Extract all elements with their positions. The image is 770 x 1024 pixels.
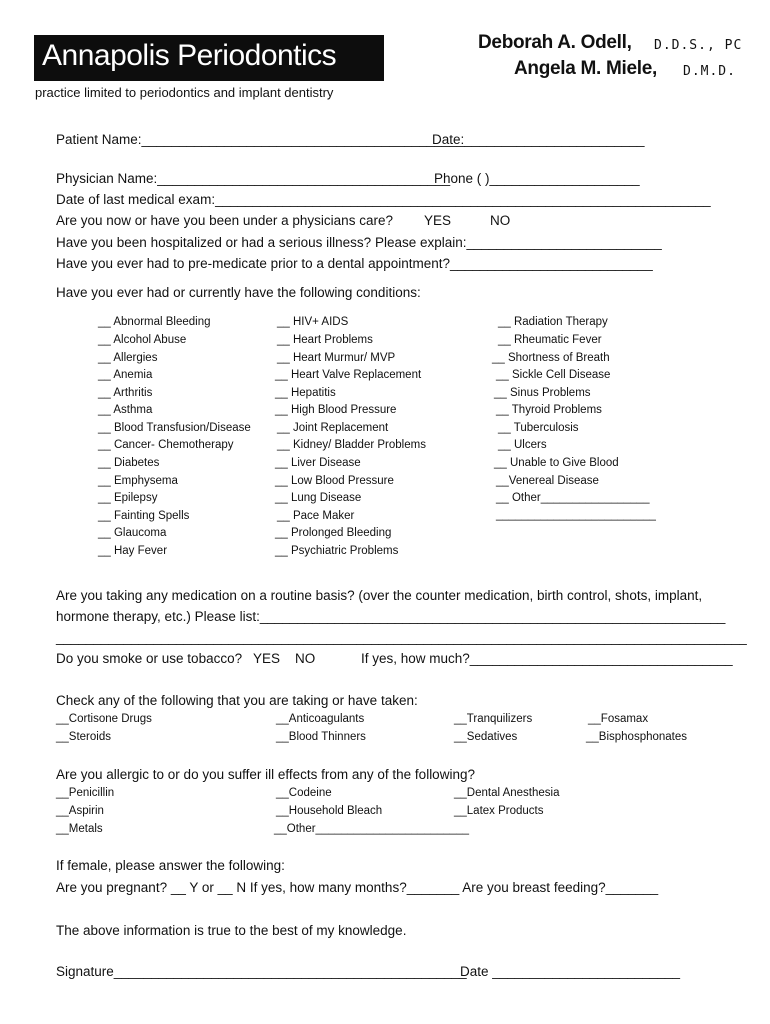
smoke-no[interactable]: NO xyxy=(295,651,316,666)
attestation-text: The above information is true to the best of my knowledge. xyxy=(56,923,407,938)
allergy-item[interactable]: __Dental Anesthesia xyxy=(454,787,560,799)
patient-name-field[interactable]: Patient Name:___________________________________________ xyxy=(56,132,465,147)
condition-item[interactable]: __ Thyroid Problems xyxy=(496,404,602,416)
condition-item[interactable]: __ Epilepsy xyxy=(98,492,158,504)
condition-item[interactable]: __ Liver Disease xyxy=(275,457,361,469)
condition-item[interactable]: __ Sickle Cell Disease xyxy=(496,369,611,381)
conditions-heading: Have you ever had or currently have the following conditions: xyxy=(56,285,421,300)
premedicate-field[interactable]: Have you ever had to pre-medicate prior to a dental appointment?___________________________ xyxy=(56,256,653,271)
medication-list-line[interactable]: ____________________________________________________________________________________________ xyxy=(56,630,747,645)
condition-item[interactable]: __ Anemia xyxy=(98,369,153,381)
condition-item[interactable]: __ Blood Transfusion/Disease xyxy=(98,422,251,434)
taking-item[interactable]: __Bisphosphonates xyxy=(586,731,688,743)
condition-item-other[interactable]: __ Other_________________ xyxy=(496,492,650,504)
allergy-item[interactable]: __Latex Products xyxy=(454,805,544,817)
taking-item[interactable]: __Cortisone Drugs xyxy=(56,713,152,725)
condition-item[interactable]: __ Allergies xyxy=(98,352,158,364)
condition-item[interactable]: __ Glaucoma xyxy=(98,527,167,539)
taking-item[interactable]: __Blood Thinners xyxy=(276,731,366,743)
medication-question: Are you taking any medication on a routine basis? (over the counter medication, birth control, shots, implant, xyxy=(56,588,703,603)
hospitalized-field[interactable]: Have you been hospitalized or had a serious illness? Please explain:__________________________ xyxy=(56,235,662,250)
doctor-1-name: Deborah A. Odell, xyxy=(478,32,632,53)
condition-item[interactable]: __ Psychiatric Problems xyxy=(275,545,399,557)
practice-tagline: practice limited to periodontics and implant dentistry xyxy=(35,85,334,100)
taking-item[interactable]: __Fosamax xyxy=(588,713,649,725)
physician-care-yes[interactable]: YES xyxy=(424,213,452,228)
allergy-item[interactable]: __Household Bleach xyxy=(276,805,383,817)
condition-item[interactable]: __ Cancer- Chemotherapy xyxy=(98,439,234,451)
allergy-item[interactable]: __Metals xyxy=(56,823,103,835)
condition-item[interactable]: __ Fainting Spells xyxy=(98,510,190,522)
condition-item[interactable]: __ Radiation Therapy xyxy=(498,316,608,328)
condition-item[interactable]: __ Lung Disease xyxy=(275,492,362,504)
medication-list-field[interactable]: hormone therapy, etc.) Please list:______________________________________________________________ xyxy=(56,609,726,624)
condition-item[interactable]: __ Asthma xyxy=(98,404,153,416)
taking-item[interactable]: __Tranquilizers xyxy=(454,713,533,725)
signature-field[interactable]: Signature_______________________________________________ xyxy=(56,964,467,979)
physician-care-question: Are you now or have you been under a physicians care? xyxy=(56,213,393,228)
doctor-2-name: Angela M. Miele, xyxy=(514,58,658,79)
condition-item[interactable]: __ Diabetes xyxy=(98,457,160,469)
condition-item-other-line[interactable]: _________________________ xyxy=(496,509,656,521)
practice-logo xyxy=(34,35,384,81)
allergies-heading: Are you allergic to or do you suffer ill effects from any of the following? xyxy=(56,767,475,782)
condition-item[interactable]: __ Heart Problems xyxy=(277,334,373,346)
physician-care-no[interactable]: NO xyxy=(490,213,511,228)
condition-item[interactable]: __ Ulcers xyxy=(498,439,547,451)
condition-item[interactable]: __ Arthritis xyxy=(98,387,153,399)
female-heading: If female, please answer the following: xyxy=(56,858,285,873)
condition-item[interactable]: __ Hay Fever xyxy=(98,545,168,557)
condition-item[interactable]: __Venereal Disease xyxy=(496,475,599,487)
taking-item[interactable]: __Anticoagulants xyxy=(276,713,365,725)
condition-item[interactable]: __ Rheumatic Fever xyxy=(498,334,602,346)
condition-item[interactable]: __ HIV+ AIDS xyxy=(277,316,349,328)
smoke-how-much-field[interactable]: If yes, how much?___________________________________ xyxy=(361,651,733,666)
pregnancy-field[interactable]: Are you pregnant? __ Y or __ N If yes, how many months?_______ Are you breast feeding?_______ xyxy=(56,880,659,895)
doctor-2-credential: D.M.D. xyxy=(683,64,736,79)
condition-item[interactable]: __ Heart Murmur/ MVP xyxy=(277,352,396,364)
condition-item[interactable]: __ Unable to Give Blood xyxy=(494,457,619,469)
condition-item[interactable]: __ Sinus Problems xyxy=(494,387,591,399)
last-exam-field[interactable]: Date of last medical exam:__________________________________________________________________ xyxy=(56,192,711,207)
taking-item[interactable]: __Steroids xyxy=(56,731,111,743)
smoke-yes[interactable]: YES xyxy=(253,651,281,666)
condition-item[interactable]: __ Shortness of Breath xyxy=(492,352,610,364)
allergy-item[interactable]: __Codeine xyxy=(276,787,332,799)
condition-item[interactable]: __ Tuberculosis xyxy=(498,422,579,434)
condition-item[interactable]: __ Kidney/ Bladder Problems xyxy=(277,439,426,451)
practice-name: Annapolis Periodontics xyxy=(42,39,337,72)
doctor-1-credential: D.D.S., PC xyxy=(654,38,743,53)
condition-item[interactable]: __ Hepatitis xyxy=(275,387,336,399)
smoke-question: Do you smoke or use tobacco? xyxy=(56,651,243,666)
condition-item[interactable]: __ High Blood Pressure xyxy=(275,404,397,416)
condition-item[interactable]: __ Alcohol Abuse xyxy=(98,334,187,346)
condition-item[interactable]: __ Joint Replacement xyxy=(277,422,389,434)
taking-heading: Check any of the following that you are taking or have taken: xyxy=(56,693,418,708)
signature-date-field[interactable]: Date _________________________ xyxy=(460,964,680,979)
allergy-item[interactable]: __Penicillin xyxy=(56,787,115,799)
condition-item[interactable]: __ Low Blood Pressure xyxy=(275,475,394,487)
condition-item[interactable]: __ Heart Valve Replacement xyxy=(275,369,422,381)
condition-item[interactable]: __ Abnormal Bleeding xyxy=(98,316,211,328)
allergy-item[interactable]: __Aspirin xyxy=(56,805,104,817)
physician-name-field[interactable]: Physician Name:_______________________________________ xyxy=(56,171,451,186)
taking-item[interactable]: __Sedatives xyxy=(454,731,518,743)
allergy-item-other[interactable]: __Other________________________ xyxy=(274,823,470,835)
date-field[interactable]: Date:________________________ xyxy=(432,132,645,147)
condition-item[interactable]: __ Emphysema xyxy=(98,475,178,487)
condition-item[interactable]: __ Prolonged Bleeding xyxy=(275,527,392,539)
phone-field[interactable]: Phone ( )____________________ xyxy=(434,171,640,186)
condition-item[interactable]: __ Pace Maker xyxy=(277,510,355,522)
